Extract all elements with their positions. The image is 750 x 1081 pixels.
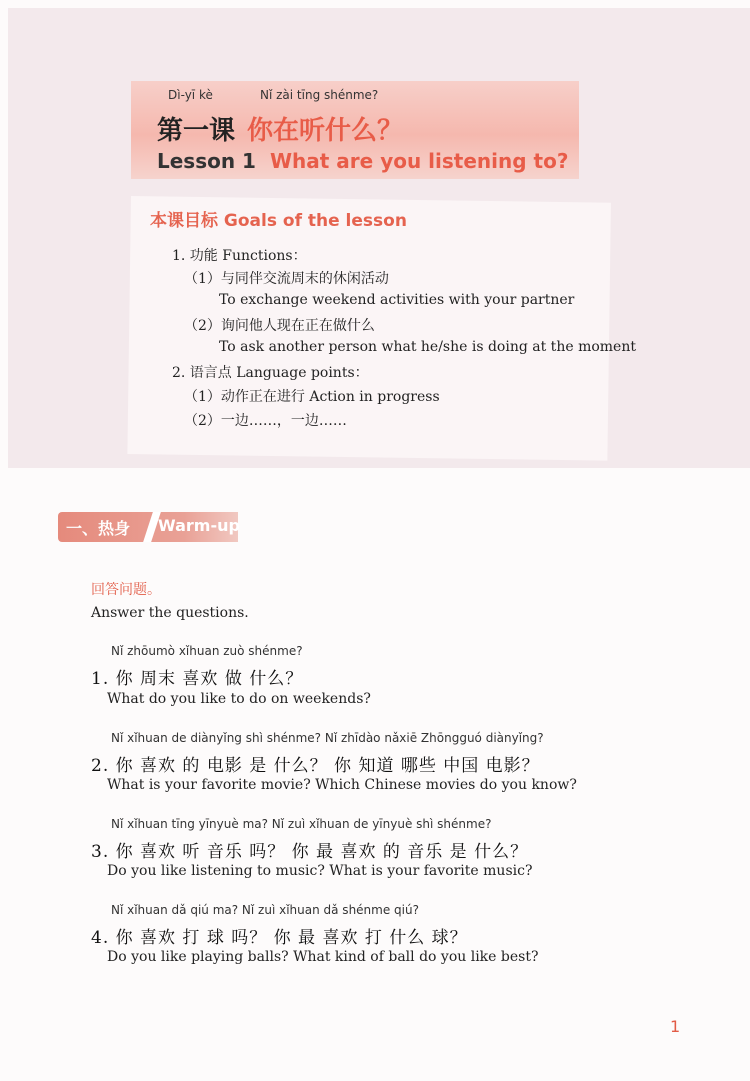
- page-number: 1: [670, 1017, 681, 1036]
- question-2-chinese: 2. 你 喜欢 的 电影 是 什么？ 你 知道 哪些 中国 电影？: [91, 756, 540, 776]
- question-4-chinese: 4. 你 喜欢 打 球 吗？ 你 最 喜欢 打 什么 球？: [91, 928, 468, 948]
- lesson-number-chinese: 第一课: [157, 116, 236, 146]
- instruction-chinese: 回答问题。: [91, 582, 161, 598]
- question-4-english: Do you like playing balls? What kind of ball do you like best?: [107, 949, 539, 965]
- goal-function-2-en: To ask another person what he/she is doing at the moment: [219, 339, 636, 355]
- lesson-name-english: What are you listening to?: [269, 149, 569, 173]
- question-2-english: What is your favorite movie? Which Chinese movies do you know?: [107, 777, 577, 793]
- question-1-english: What do you like to do on weekends?: [107, 691, 371, 707]
- lesson-title-pinyin: Nǐ zài tīng shénme?: [260, 88, 379, 102]
- question-3-pinyin: Nǐ xǐhuan tīng yīnyuè ma? Nǐ zuì xǐhuan de yīnyuè shì shénme?: [111, 817, 492, 831]
- goal-function-1-en: To exchange weekend activities with your partner: [219, 292, 575, 308]
- lesson-number-english: Lesson 1: [157, 149, 256, 173]
- question-1-chinese: 1. 你 周末 喜欢 做 什么？: [91, 669, 304, 689]
- instruction-english: Answer the questions.: [91, 605, 249, 621]
- lesson-title-english: [157, 149, 568, 173]
- lesson-name-chinese: 你在听什么？: [247, 116, 404, 146]
- lesson-number-pinyin: Dì-yī kè: [168, 88, 213, 102]
- question-3-chinese: 3. 你 喜欢 听 音乐 吗？ 你 最 喜欢 的 音乐 是 什么？: [91, 842, 529, 862]
- lesson-title-chinese: [157, 110, 403, 147]
- warmup-heading-english: Warm-up: [158, 516, 240, 535]
- goal-function-2-cn: （2）询问他人现在正在做什么: [184, 318, 375, 334]
- question-2-pinyin: Nǐ xǐhuan de diànyǐng shì shénme? Nǐ zhīdào nǎxiē Zhōngguó diànyǐng?: [111, 731, 544, 745]
- goal-language-point-1: （1）动作正在进行 Action in progress: [184, 389, 440, 405]
- goal-functions: 1. 功能 Functions：: [172, 248, 307, 264]
- goal-function-1-cn: （1）与同伴交流周末的休闲活动: [184, 271, 389, 287]
- goal-language-point-2: （2）一边……，一边……: [184, 413, 347, 429]
- question-1-pinyin: Nǐ zhōumò xǐhuan zuò shénme?: [111, 644, 303, 658]
- goal-language-points: 2. 语言点 Language points：: [172, 365, 369, 381]
- question-3-english: Do you like listening to music? What is your favorite music?: [107, 863, 533, 879]
- warmup-heading-chinese: 一、热身: [66, 519, 131, 538]
- goals-heading: 本课目标 Goals of the lesson: [150, 211, 407, 231]
- question-4-pinyin: Nǐ xǐhuan dǎ qiú ma? Nǐ zuì xǐhuan dǎ shénme qiú?: [111, 903, 419, 917]
